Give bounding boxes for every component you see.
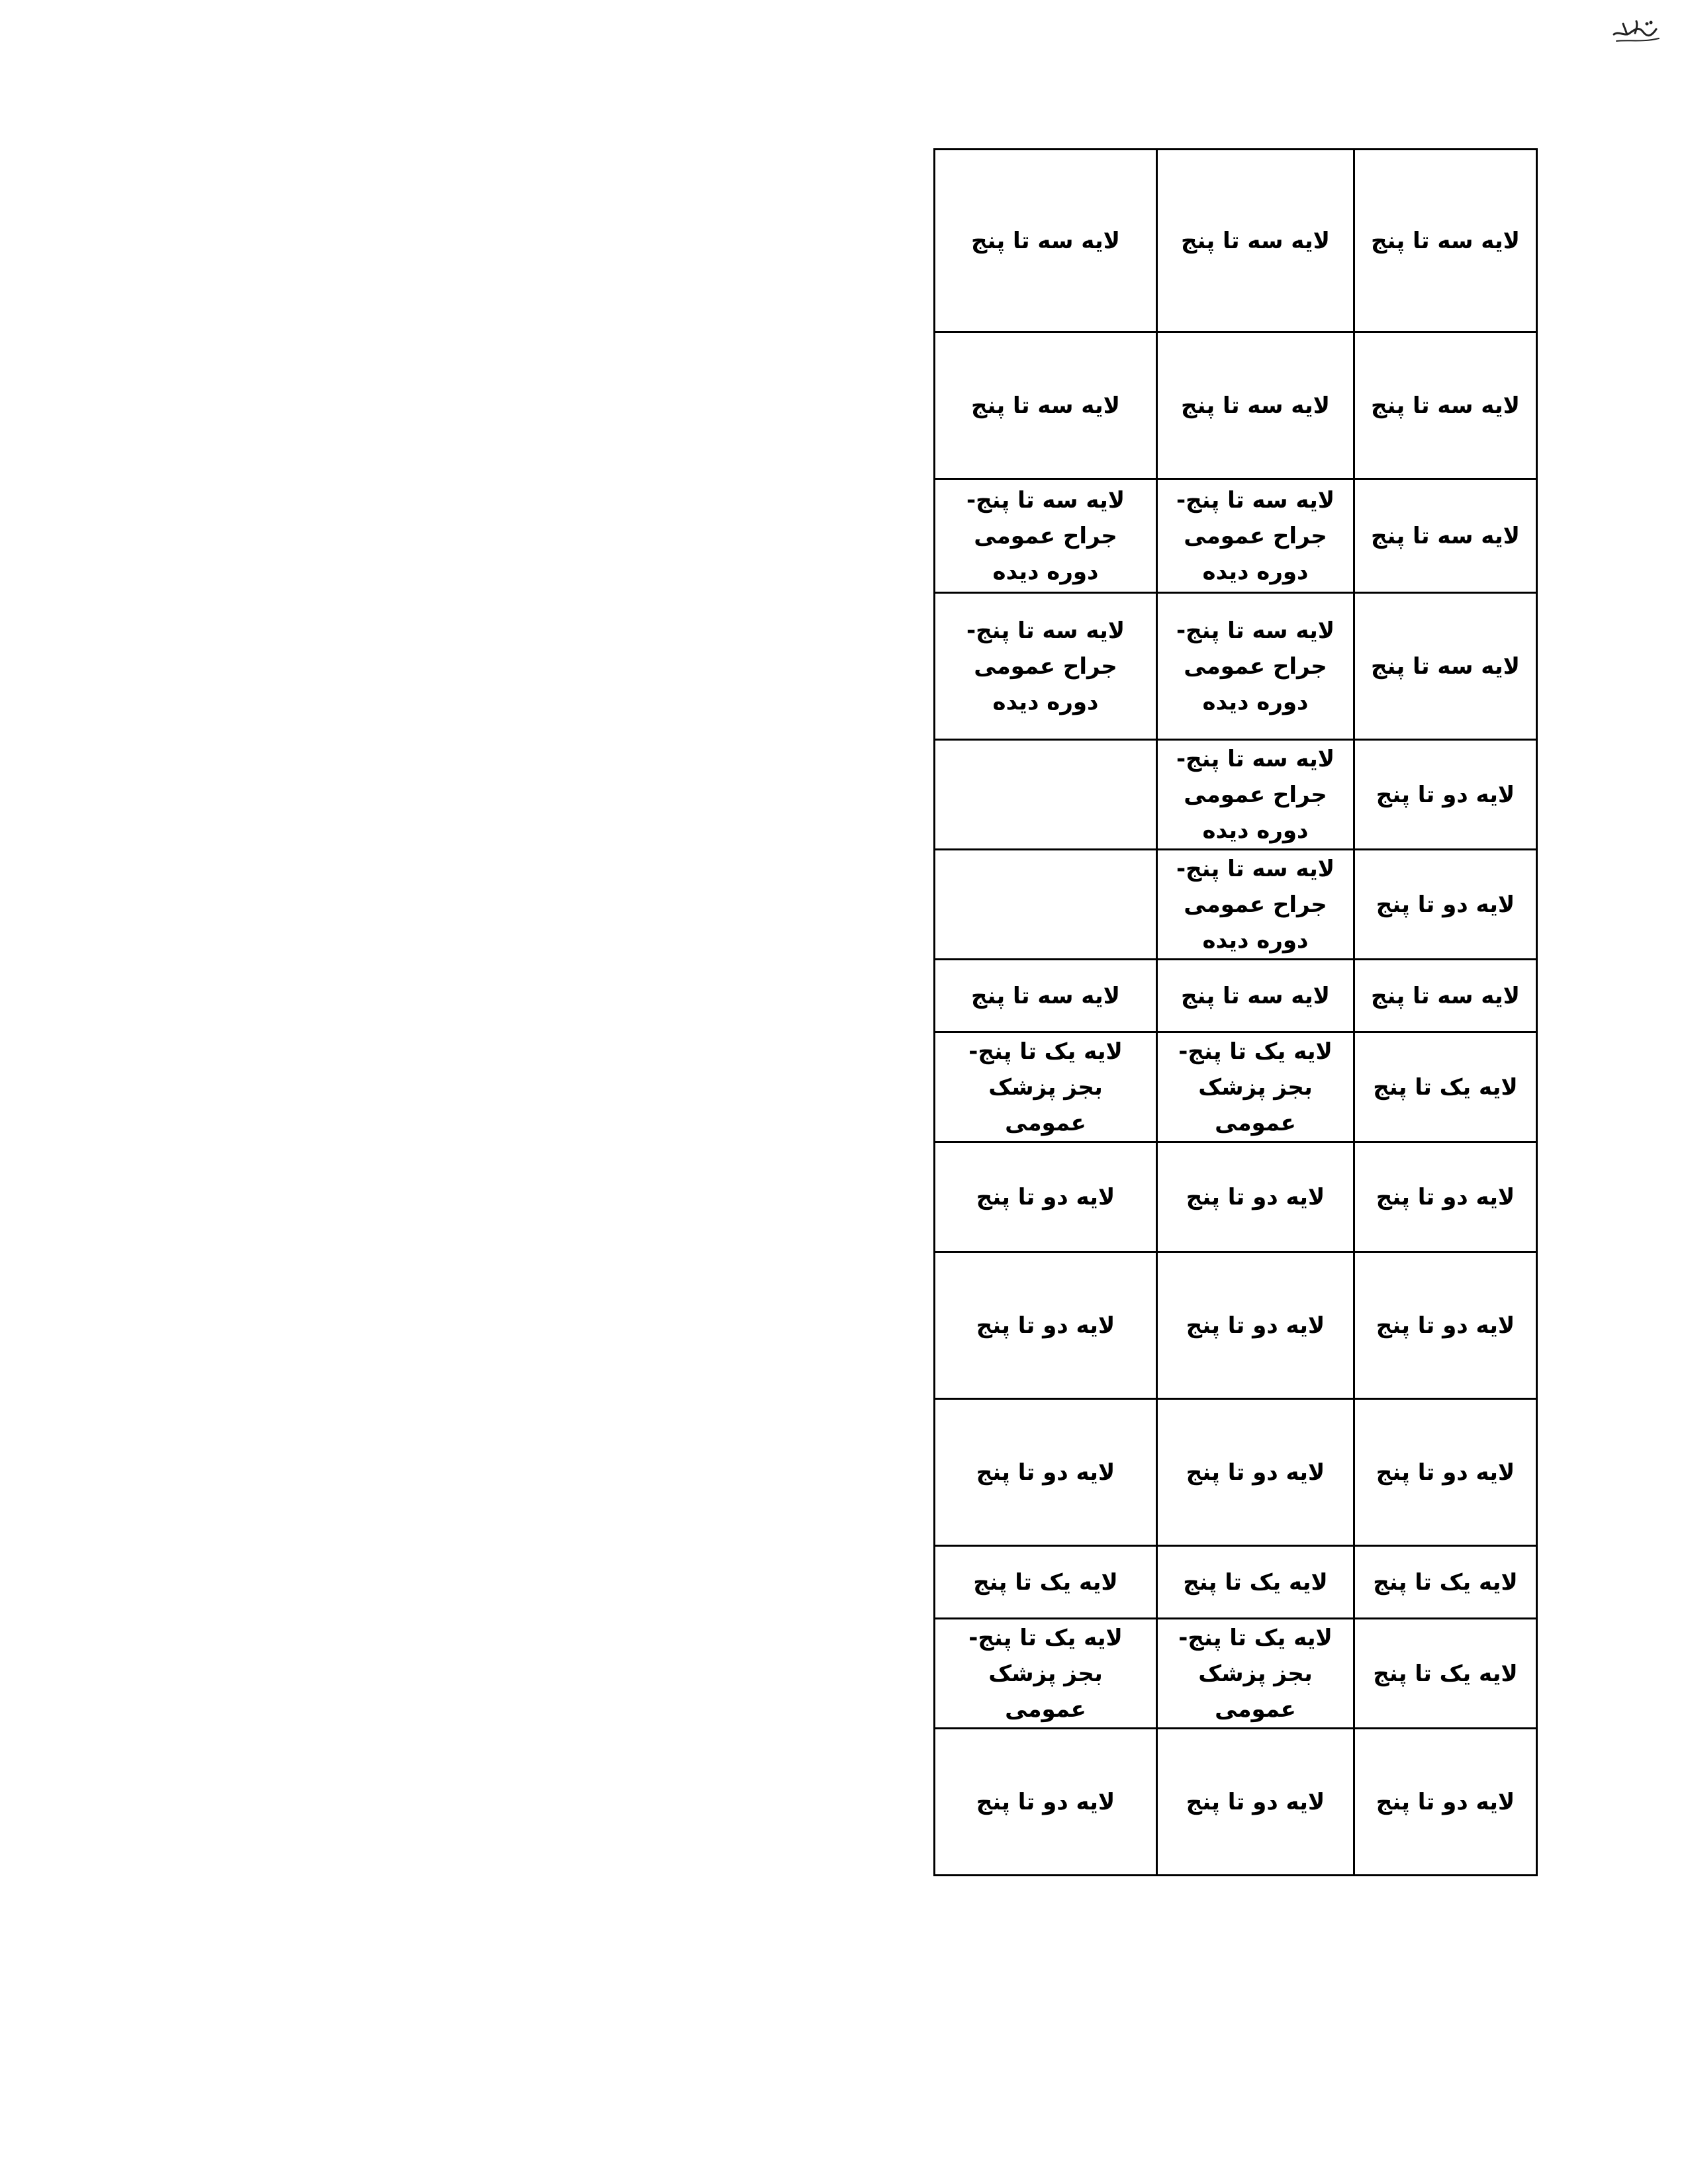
table-cell: لایه سه تا پنج [1354, 332, 1537, 479]
table-cell: لایه سه تا پنج [1354, 593, 1537, 740]
table-cell: لایه یک تا پنج [1354, 1032, 1537, 1142]
table-row [935, 1399, 1537, 1546]
table-cell: لایه سه تا پنج- جراح عمومی دوره دیده [1157, 593, 1354, 740]
table-row [935, 332, 1537, 479]
table-cell: لایه سه تا پنج- جراح عمومی دوره دیده [1157, 479, 1354, 593]
table-cell: لایه سه تا پنج [1157, 150, 1354, 332]
table-cell: لایه دو تا پنج [935, 1252, 1157, 1399]
table-cell: لایه دو تا پنج [1354, 1729, 1537, 1876]
table-cell: لایه سه تا پنج [935, 150, 1157, 332]
table-row [935, 1032, 1537, 1142]
table-cell: لایه دو تا پنج [1354, 1252, 1537, 1399]
site-logo [1610, 15, 1663, 46]
table-cell: لایه سه تا پنج- جراح عمومی دوره دیده [1157, 740, 1354, 850]
table-cell: لایه دو تا پنج [1157, 1142, 1354, 1252]
table-cell: لایه دو تا پنج [1157, 1399, 1354, 1546]
table-cell: لایه یک تا پنج- بجز پزشک عمومی [1157, 1619, 1354, 1729]
table-cell: لایه دو تا پنج [935, 1729, 1157, 1876]
table-row [935, 479, 1537, 593]
table-cell: لایه دو تا پنج [1354, 740, 1537, 850]
table-cell: لایه یک تا پنج- بجز پزشک عمومی [1157, 1032, 1354, 1142]
table-cell [935, 850, 1157, 960]
table-cell: لایه سه تا پنج [1354, 960, 1537, 1032]
table-row [935, 1142, 1537, 1252]
table-cell: لایه دو تا پنج [935, 1142, 1157, 1252]
table-cell: لایه سه تا پنج [935, 960, 1157, 1032]
table-row [935, 1619, 1537, 1729]
table-cell: لایه دو تا پنج [1157, 1729, 1354, 1876]
table-cell: لایه دو تا پنج [935, 1399, 1157, 1546]
table-cell: لایه سه تا پنج [1157, 332, 1354, 479]
table-row [935, 593, 1537, 740]
table-cell: لایه سه تا پنج- جراح عمومی دوره دیده [1157, 850, 1354, 960]
table-cell: لایه دو تا پنج [1354, 850, 1537, 960]
table-row [935, 150, 1537, 332]
table-row [935, 1546, 1537, 1619]
table-cell: لایه سه تا پنج- جراح عمومی دوره دیده [935, 479, 1157, 593]
table-cell: لایه یک تا پنج- بجز پزشک عمومی [935, 1619, 1157, 1729]
table-cell: لایه سه تا پنج [1354, 150, 1537, 332]
site-logo-signature-icon [1610, 15, 1663, 46]
table-cell: لایه سه تا پنج [1354, 479, 1537, 593]
table-cell: لایه سه تا پنج [935, 332, 1157, 479]
table-row [935, 850, 1537, 960]
table-cell: لایه دو تا پنج [1354, 1399, 1537, 1546]
table-cell: لایه یک تا پنج [1157, 1546, 1354, 1619]
table-cell: لایه یک تا پنج- بجز پزشک عمومی [935, 1032, 1157, 1142]
table-cell: لایه یک تا پنج [1354, 1619, 1537, 1729]
table-cell: لایه سه تا پنج [1157, 960, 1354, 1032]
table-cell: لایه دو تا پنج [1354, 1142, 1537, 1252]
table-cell: لایه یک تا پنج [1354, 1546, 1537, 1619]
table-cell [935, 740, 1157, 850]
table-cell: لایه دو تا پنج [1157, 1252, 1354, 1399]
table-row [935, 1252, 1537, 1399]
table-cell: لایه یک تا پنج [935, 1546, 1157, 1619]
layer-table [933, 148, 1538, 1876]
table-row [935, 960, 1537, 1032]
table-row [935, 1729, 1537, 1876]
table-cell: لایه سه تا پنج- جراح عمومی دوره دیده [935, 593, 1157, 740]
table-row [935, 740, 1537, 850]
